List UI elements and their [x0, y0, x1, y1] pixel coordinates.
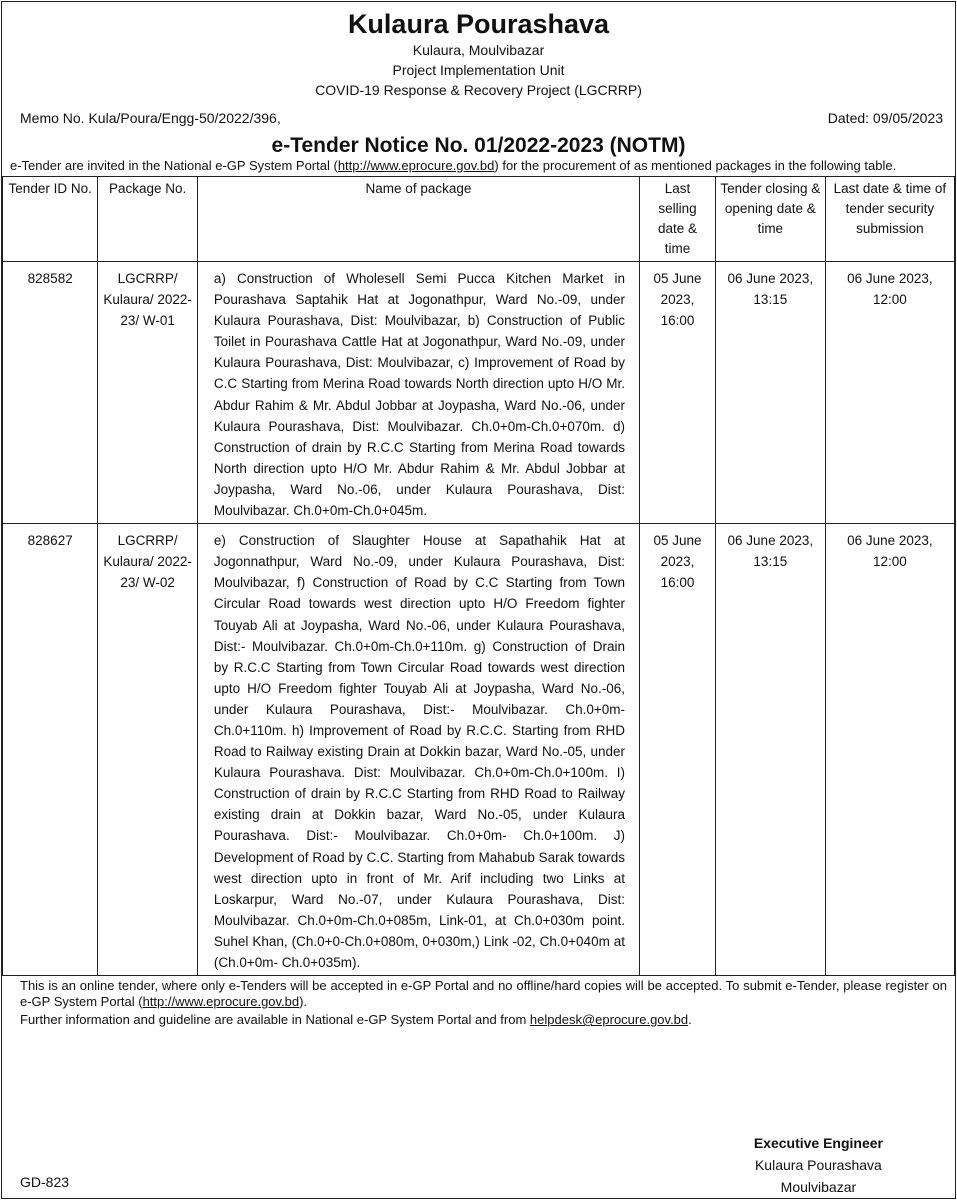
eprocure-register-link[interactable]: http://www.eprocure.gov.bd — [142, 994, 300, 1010]
header-tender-id: Tender ID No. — [3, 177, 98, 262]
security-date-cell: 06 June 2023, 12:00 — [825, 524, 954, 976]
package-name-cell: e) Construction of Slaughter House at Sapathahik Hat at Jogonnathpur, Ward No.-09, under Kulaura Pourashava, Dist: Moulvibazar, f) Construction of Road by C.C Starting from Town Circular Road towards west direction upto H/O Freedom fighter Touyab Ali at Joypasha, Ward No.-06, under Kulaura Pourashava, Dist:- Moulvibazar. Ch.0+0m-Ch.0+110m. g) Construction of Drain by R.C.C Starting from Town Circular Road towards west direction upto H/O Freedom fighter Touyab Ali at Joypasha, Ward No.-06, under Kulaura Pourashava, Dist:- Moulvibazar. Ch.0+0m-Ch.0+110m. h) Improvement of Road by R.C.C. Starting from RHD Road to Railway existing Drain at Dokkin bazar, Ward No.-05, under Kulaura Pourashava. Dist: Moulvibazar. Ch.0+0m-Ch.0+100m. I) Construction of drain by R.C.C Starting from RHD Road to Railway existing drain at Dokkin bazar, Ward No.-05, under Kulaura Pourashava. Dist:- Moulvibazar. Ch.0+0m- Ch.0+100m. J) Development of Road by C.C. Starting from Mahabub Sarak towards west direction upto in front of Mr. Arif including two Links at Loskarpur, Ward No.-07, under Kulaura Pourashava, Dist: Moulvibazar. Ch.0+0m-Ch.0+085m, Link-01, at Ch.0+030m point. Suhel Khan, (Ch.0+0-Ch.0+080m, 0+030m,) Link -02, Ch.0+040m at (Ch.0+0m- Ch.0+035m). — [197, 524, 639, 976]
memo-date: Dated: 09/05/2023 — [827, 110, 943, 126]
table-row — [3, 262, 955, 524]
header-package-no: Package No. — [98, 177, 198, 262]
selling-date-cell: 05 June 2023, 16:00 — [640, 262, 716, 524]
online-tender-note: This is an online tender, where only e-Tenders will be accepted in e-GP Portal and no offline/hard copies will be accepted. To submit e-Tender, please register on e-GP System Portal (http://www.eprocure.gov.bd). — [20, 978, 947, 1010]
organization-location: Kulaura, Moulvibazar — [412, 42, 545, 58]
signatory-org: Kulaura Pourashava — [754, 1157, 882, 1173]
tender-id-cell: 828582 — [3, 262, 98, 524]
package-no-cell: LGCRRP/ Kulaura/ 2022-23/ W-02 — [98, 524, 198, 976]
package-no-cell: LGCRRP/ Kulaura/ 2022-23/ W-01 — [98, 262, 198, 524]
package-name-cell: a) Construction of Wholesell Semi Pucca Kitchen Market in Pourashava Saptahik Hat at Jogonathpur, Ward No.-09, under Kulaura Pourashava, Dist: Moulvibazar, b) Construction of Public Toilet in Pourashava Cattle Hat at Jogonathpur, Ward No.-09, under Kulaura Pourashava, Dist: Moulvibazar, c) Improvement of Road by C.C Starting from Merina Road towards North direction upto H/O Mr. Abdur Rahim & Mr. Abdul Jobbar at Joypasha, Ward No.-06, under Kulaura Pourashava, Dist: Moulvibazar. Ch.0+0m-Ch.0+070m. d) Construction of drain by R.C.C Starting from Merina Road towards North direction upto H/O Mr. Abdur Rahim & Mr. Abdul Jobbar at Joypasha, Ward No.-06, under Kulaura Pourashava, Dist: Moulvibazar. Ch.0+0m-Ch.0+045m. — [197, 262, 639, 524]
eprocure-link[interactable]: http://www.eprocure.gov.bd — [337, 158, 495, 173]
selling-date-cell: 05 June 2023, 16:00 — [640, 524, 716, 976]
memo-line — [2, 108, 955, 128]
header-closing-date: Tender closing & opening date & time — [715, 177, 825, 262]
project-name: COVID-19 Response & Recovery Project (LGCRRP) — [315, 82, 642, 98]
signatory-role: Executive Engineer — [753, 1135, 883, 1151]
tender-table — [2, 176, 955, 976]
helpdesk-email-link[interactable]: helpdesk@eprocure.gov.bd — [529, 1012, 689, 1028]
table-row — [3, 524, 955, 976]
closing-date-cell: 06 June 2023, 13:15 — [715, 262, 825, 524]
organization-unit: Project Implementation Unit — [392, 62, 565, 78]
notice-intro: e-Tender are invited in the National e-GP System Portal (http://www.eprocure.gov.bd) for the procurement of as mentioned packages in the following table. — [10, 158, 897, 173]
notice-title: e-Tender Notice No. 01/2022-2023 (NOTM) — [271, 134, 686, 157]
security-date-cell: 06 June 2023, 12:00 — [825, 262, 954, 524]
header-selling-date: Last selling date & time — [640, 177, 716, 262]
header-package-name: Name of package — [197, 177, 639, 262]
header-security-date: Last date & time of tender security submission — [825, 177, 954, 262]
notice-code: GD-823 — [20, 1174, 70, 1190]
organization-name: Kulaura Pourashava — [347, 9, 610, 39]
memo-number: Memo No. Kula/Poura/Engg-50/2022/396, — [20, 110, 281, 126]
tender-notice-page — [1, 1, 956, 1199]
further-info-note: Further information and guideline are available in National e-GP System Portal and from helpdesk@eprocure.gov.bd. — [20, 1012, 692, 1028]
signature-block — [754, 1132, 883, 1198]
table-header-row — [3, 177, 955, 262]
closing-date-cell: 06 June 2023, 13:15 — [715, 524, 825, 976]
tender-id-cell: 828627 — [3, 524, 98, 976]
signatory-place: Moulvibazar — [780, 1179, 857, 1195]
